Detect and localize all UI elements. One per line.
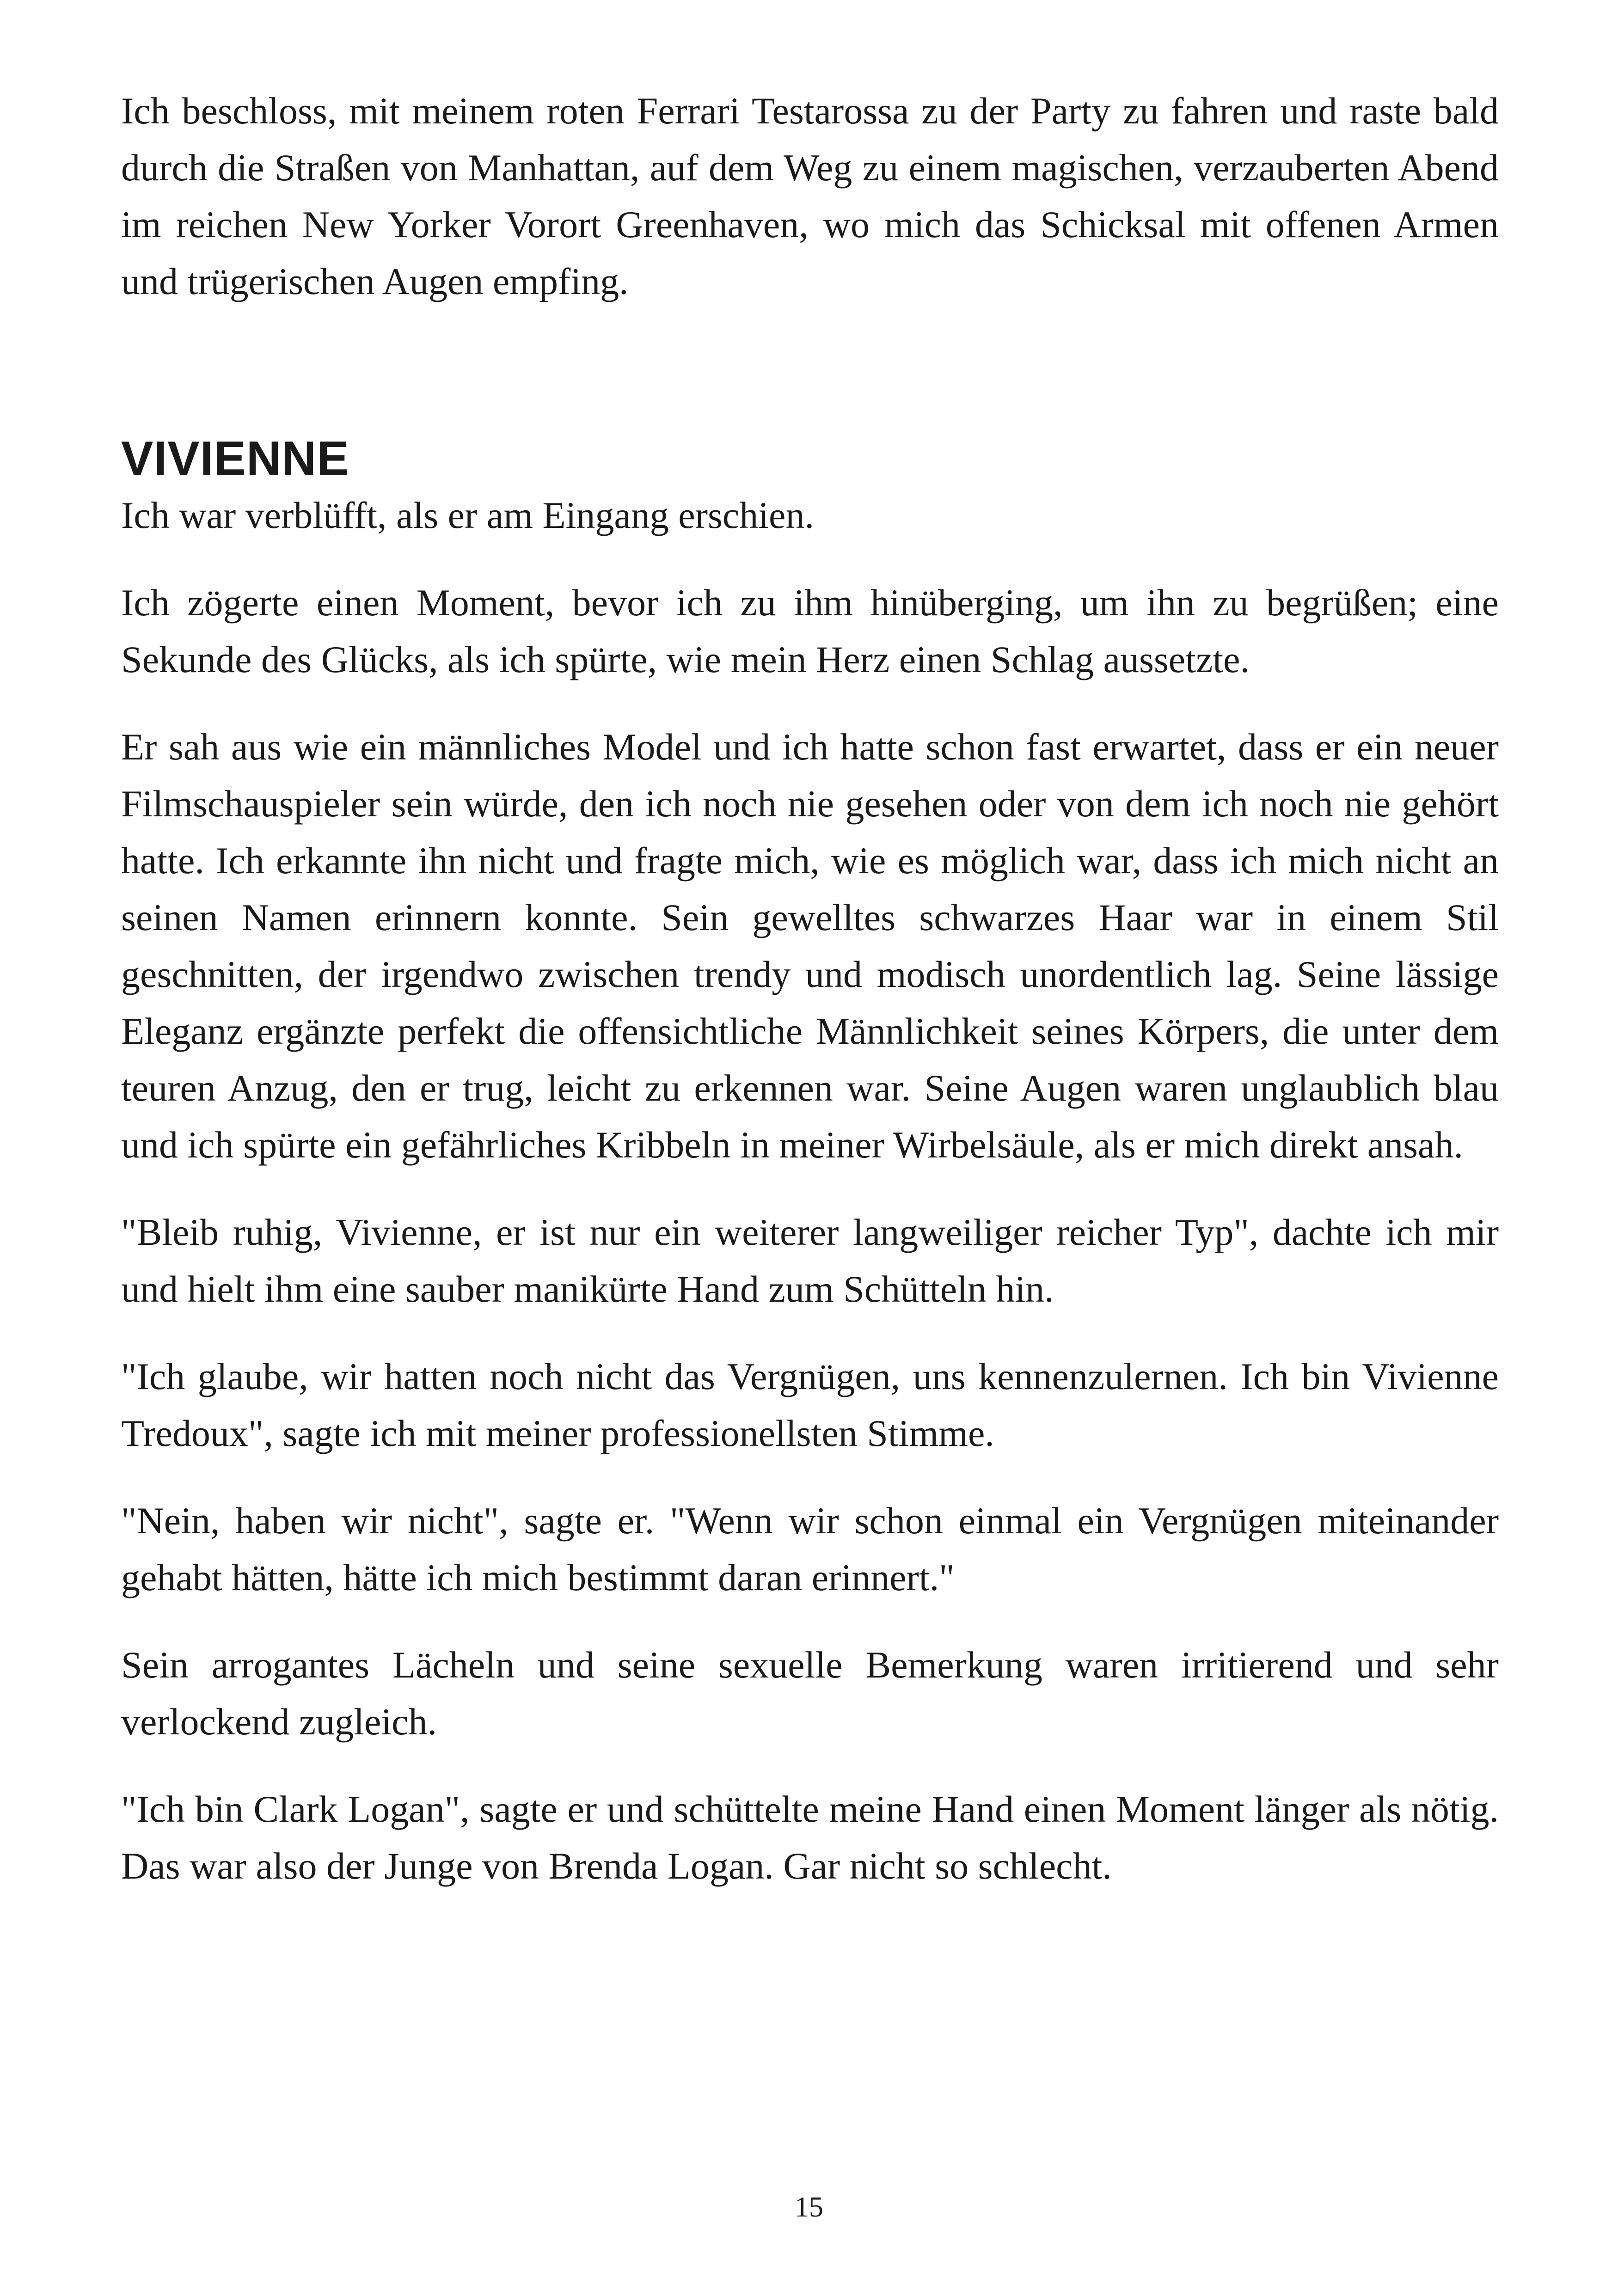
- paragraph: "Ich bin Clark Logan", sagte er und schüttelte meine Hand einen Moment länger als nötig. Das war also der Junge von Brenda Logan. Gar nicht so schlecht.: [121, 1788, 1499, 1887]
- document-page: [121, 82, 1499, 1925]
- paragraph: Ich zögerte einen Moment, bevor ich zu ihm hinüberging, um ihn zu begrüßen; eine Sekunde des Glücks, als ich spürte, wie mein Herz einen Schlag aussetzte.: [121, 582, 1499, 680]
- paragraph: Sein arrogantes Lächeln und seine sexuelle Bemerkung waren irritierend und sehr verlockend zugleich.: [121, 1644, 1499, 1743]
- paragraph: Ich war verblüfft, als er am Eingang erschien.: [121, 494, 814, 536]
- section-heading: VIVIENNE: [121, 432, 349, 485]
- paragraph: Er sah aus wie ein männliches Model und ich hatte schon fast erwartet, dass er ein neuer Filmschauspieler sein würde, den ich noch nie gesehen oder von dem ich noch nie gehört hatte. Ich erkannte ihn nicht und fragte mich, wie es möglich war, dass ich mich nicht an seinen Namen erinnern konnte. Sein gewelltes schwarzes Haar war in einem Stil geschnitten, der irgendwo zwischen trendy und modisch unordentlich lag. Seine lässige Eleganz ergänzte perfekt die offensichtliche Männlichkeit seines Körpers, die unter dem teuren Anzug, den er trug, leicht zu erkennen war. Seine Augen waren unglaublich blau und ich spürte ein gefährliches Kribbeln in meiner Wirbelsäule, als er mich direkt ansah.: [121, 726, 1499, 1166]
- paragraph: "Nein, haben wir nicht", sagte er. "Wenn wir schon einmal ein Vergnügen miteinander gehabt hätten, hätte ich mich bestimmt daran erinnert.": [121, 1500, 1499, 1598]
- page-number: 15: [795, 2192, 823, 2223]
- paragraph: "Ich glaube, wir hatten noch nicht das Vergnügen, uns kennenzulernen. Ich bin Vivienne Tredoux", sagte ich mit meiner professionellsten Stimme.: [121, 1355, 1499, 1454]
- intro-paragraph: Ich beschloss, mit meinem roten Ferrari Testarossa zu der Party zu fahren und raste bald durch die Straßen von Manhattan, auf dem Weg zu einem magischen, verzauberten Abend im reichen New Yorker Vorort Greenhaven, wo mich das Schicksal mit offenen Armen und trügerischen Augen empfing.: [121, 90, 1499, 302]
- paragraph: "Bleib ruhig, Vivienne, er ist nur ein weiterer langweiliger reicher Typ", dachte ich mir und hielt ihm eine sauber manikürte Hand zum Schütteln hin.: [121, 1211, 1499, 1310]
